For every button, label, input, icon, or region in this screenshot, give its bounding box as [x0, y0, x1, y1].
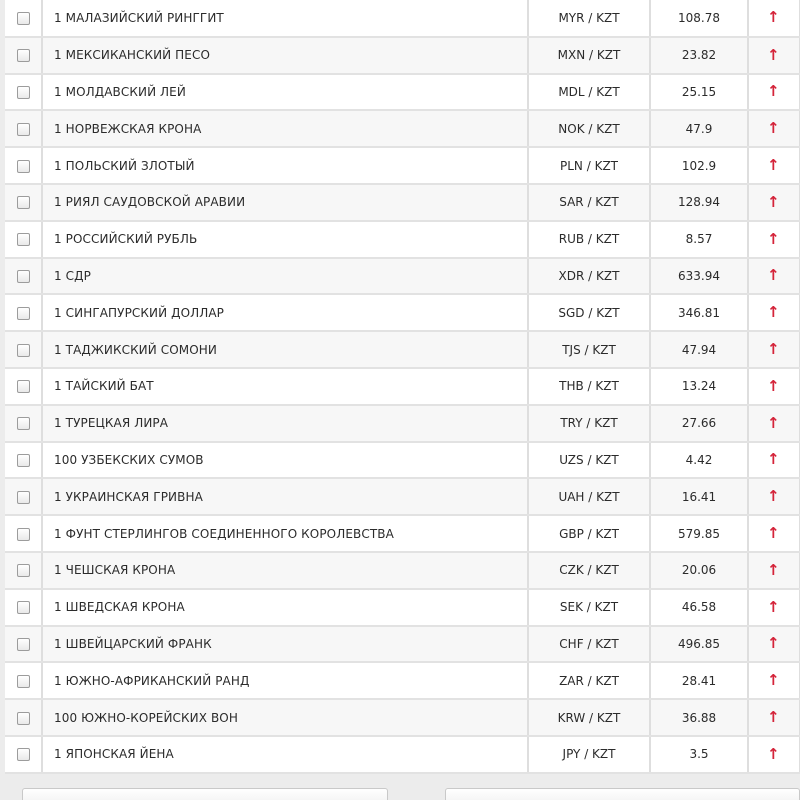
table-row	[5, 184, 800, 221]
table-row	[5, 589, 800, 626]
row-select-cell	[5, 699, 42, 736]
currency-rates-table	[5, 0, 800, 774]
row-select-checkbox[interactable]	[17, 638, 30, 651]
trend-cell	[748, 37, 800, 74]
currency-pair: GBP / KZT	[528, 515, 650, 552]
bottom-left-button[interactable]	[22, 788, 388, 800]
exchange-rate: 102.9	[650, 147, 748, 184]
row-select-checkbox[interactable]	[17, 417, 30, 430]
row-select-cell	[5, 626, 42, 663]
currency-pair: SEK / KZT	[528, 589, 650, 626]
arrow-up-icon: ↑	[767, 156, 780, 175]
trend-cell	[748, 626, 800, 663]
rates-table-body	[5, 0, 800, 773]
currency-pair: CZK / KZT	[528, 552, 650, 589]
currency-name: 1 ШВЕДСКАЯ КРОНА	[42, 589, 528, 626]
exchange-rate: 46.58	[650, 589, 748, 626]
currency-pair: TRY / KZT	[528, 405, 650, 442]
arrow-up-icon: ↑	[767, 744, 780, 763]
row-select-cell	[5, 478, 42, 515]
table-row	[5, 626, 800, 663]
row-select-cell	[5, 515, 42, 552]
row-select-checkbox[interactable]	[17, 564, 30, 577]
arrow-up-icon: ↑	[767, 708, 780, 727]
currency-pair: PLN / KZT	[528, 147, 650, 184]
row-select-checkbox[interactable]	[17, 12, 30, 25]
bottom-right-button[interactable]	[445, 788, 800, 800]
currency-pair: ZAR / KZT	[528, 662, 650, 699]
row-select-checkbox[interactable]	[17, 454, 30, 467]
table-row	[5, 294, 800, 331]
trend-cell	[748, 331, 800, 368]
exchange-rate: 16.41	[650, 478, 748, 515]
exchange-rate: 346.81	[650, 294, 748, 331]
exchange-rate: 13.24	[650, 368, 748, 405]
arrow-up-icon: ↑	[767, 8, 780, 27]
trend-cell	[748, 699, 800, 736]
arrow-up-icon: ↑	[767, 634, 780, 653]
table-row	[5, 0, 800, 37]
row-select-cell	[5, 0, 42, 37]
row-select-cell	[5, 442, 42, 479]
row-select-cell	[5, 589, 42, 626]
exchange-rate: 25.15	[650, 74, 748, 111]
trend-cell	[748, 74, 800, 111]
currency-pair: TJS / KZT	[528, 331, 650, 368]
arrow-up-icon: ↑	[767, 119, 780, 138]
row-select-checkbox[interactable]	[17, 196, 30, 209]
currency-pair: XDR / KZT	[528, 258, 650, 295]
trend-cell	[748, 515, 800, 552]
exchange-rate: 496.85	[650, 626, 748, 663]
row-select-cell	[5, 37, 42, 74]
row-select-cell	[5, 736, 42, 773]
currency-name: 1 ФУНТ СТЕРЛИНГОВ СОЕДИНЕННОГО КОРОЛЕВСТВА	[42, 515, 528, 552]
currency-pair: MYR / KZT	[528, 0, 650, 37]
table-row	[5, 221, 800, 258]
exchange-rate: 20.06	[650, 552, 748, 589]
table-row	[5, 662, 800, 699]
arrow-up-icon: ↑	[767, 303, 780, 322]
currency-pair: KRW / KZT	[528, 699, 650, 736]
row-select-checkbox[interactable]	[17, 307, 30, 320]
table-row	[5, 699, 800, 736]
trend-cell	[748, 405, 800, 442]
row-select-checkbox[interactable]	[17, 528, 30, 541]
exchange-rate: 108.78	[650, 0, 748, 37]
arrow-up-icon: ↑	[767, 376, 780, 395]
currency-name: 100 ЮЖНО-КОРЕЙСКИХ ВОН	[42, 699, 528, 736]
exchange-rate: 36.88	[650, 699, 748, 736]
arrow-up-icon: ↑	[767, 487, 780, 506]
currency-name: 1 ТУРЕЦКАЯ ЛИРА	[42, 405, 528, 442]
currency-pair: SAR / KZT	[528, 184, 650, 221]
currency-name: 1 НОРВЕЖСКАЯ КРОНА	[42, 110, 528, 147]
table-row	[5, 478, 800, 515]
arrow-up-icon: ↑	[767, 413, 780, 432]
currency-name: 1 ПОЛЬСКИЙ ЗЛОТЫЙ	[42, 147, 528, 184]
exchange-rate: 128.94	[650, 184, 748, 221]
trend-cell	[748, 110, 800, 147]
trend-cell	[748, 478, 800, 515]
trend-cell	[748, 368, 800, 405]
currency-name: 1 МАЛАЗИЙСКИЙ РИНГГИТ	[42, 0, 528, 37]
currency-name: 1 МОЛДАВСКИЙ ЛЕЙ	[42, 74, 528, 111]
row-select-cell	[5, 552, 42, 589]
currency-pair: MDL / KZT	[528, 74, 650, 111]
exchange-rate: 579.85	[650, 515, 748, 552]
table-row	[5, 258, 800, 295]
currency-name: 1 ЮЖНО-АФРИКАНСКИЙ РАНД	[42, 662, 528, 699]
currency-name: 1 ТАЙСКИЙ БАТ	[42, 368, 528, 405]
row-select-cell	[5, 110, 42, 147]
row-select-cell	[5, 331, 42, 368]
currency-pair: RUB / KZT	[528, 221, 650, 258]
currency-pair: UZS / KZT	[528, 442, 650, 479]
row-select-checkbox[interactable]	[17, 123, 30, 136]
table-row	[5, 74, 800, 111]
row-select-checkbox[interactable]	[17, 344, 30, 357]
currency-name: 1 ТАДЖИКСКИЙ СОМОНИ	[42, 331, 528, 368]
row-select-checkbox[interactable]	[17, 86, 30, 99]
currency-name: 1 МЕКСИКАНСКИЙ ПЕСО	[42, 37, 528, 74]
row-select-checkbox[interactable]	[17, 601, 30, 614]
exchange-rate: 4.42	[650, 442, 748, 479]
currency-name: 1 РИЯЛ САУДОВСКОЙ АРАВИИ	[42, 184, 528, 221]
row-select-cell	[5, 662, 42, 699]
currency-pair: UAH / KZT	[528, 478, 650, 515]
currency-pair: JPY / KZT	[528, 736, 650, 773]
row-select-cell	[5, 405, 42, 442]
row-select-checkbox[interactable]	[17, 270, 30, 283]
table-row	[5, 147, 800, 184]
row-select-cell	[5, 368, 42, 405]
arrow-up-icon: ↑	[767, 671, 780, 690]
trend-cell	[748, 147, 800, 184]
exchange-rate: 8.57	[650, 221, 748, 258]
arrow-up-icon: ↑	[767, 266, 780, 285]
trend-cell	[748, 589, 800, 626]
trend-cell	[748, 258, 800, 295]
row-select-cell	[5, 221, 42, 258]
currency-name: 1 РОССИЙСКИЙ РУБЛЬ	[42, 221, 528, 258]
exchange-rate: 23.82	[650, 37, 748, 74]
trend-cell	[748, 736, 800, 773]
table-row	[5, 736, 800, 773]
arrow-up-icon: ↑	[767, 192, 780, 211]
exchange-rate: 47.94	[650, 331, 748, 368]
row-select-cell	[5, 258, 42, 295]
table-row	[5, 37, 800, 74]
arrow-up-icon: ↑	[767, 45, 780, 64]
row-select-checkbox[interactable]	[17, 380, 30, 393]
table-row	[5, 405, 800, 442]
row-select-cell	[5, 294, 42, 331]
row-select-cell	[5, 74, 42, 111]
exchange-rate: 3.5	[650, 736, 748, 773]
table-row	[5, 110, 800, 147]
trend-cell	[748, 0, 800, 37]
currency-name: 1 СДР	[42, 258, 528, 295]
row-select-checkbox[interactable]	[17, 491, 30, 504]
trend-cell	[748, 662, 800, 699]
exchange-rate: 27.66	[650, 405, 748, 442]
arrow-up-icon: ↑	[767, 524, 780, 543]
arrow-up-icon: ↑	[767, 560, 780, 579]
table-row	[5, 368, 800, 405]
table-row	[5, 442, 800, 479]
trend-cell	[748, 184, 800, 221]
row-select-checkbox[interactable]	[17, 160, 30, 173]
trend-cell	[748, 294, 800, 331]
arrow-up-icon: ↑	[767, 82, 780, 101]
currency-name: 1 ЧЕШСКАЯ КРОНА	[42, 552, 528, 589]
currency-name: 1 ЯПОНСКАЯ ЙЕНА	[42, 736, 528, 773]
currency-pair: THB / KZT	[528, 368, 650, 405]
currency-name: 100 УЗБЕКСКИХ СУМОВ	[42, 442, 528, 479]
table-row	[5, 515, 800, 552]
row-select-cell	[5, 147, 42, 184]
row-select-checkbox[interactable]	[17, 675, 30, 688]
arrow-up-icon: ↑	[767, 229, 780, 248]
currency-pair: SGD / KZT	[528, 294, 650, 331]
arrow-up-icon: ↑	[767, 340, 780, 359]
exchange-rate: 47.9	[650, 110, 748, 147]
currency-name: 1 СИНГАПУРСКИЙ ДОЛЛАР	[42, 294, 528, 331]
currency-name: 1 ШВЕЙЦАРСКИЙ ФРАНК	[42, 626, 528, 663]
row-select-checkbox[interactable]	[17, 233, 30, 246]
row-select-cell	[5, 184, 42, 221]
currency-pair: NOK / KZT	[528, 110, 650, 147]
trend-cell	[748, 221, 800, 258]
row-select-checkbox[interactable]	[17, 748, 30, 761]
currency-pair: MXN / KZT	[528, 37, 650, 74]
table-row	[5, 552, 800, 589]
trend-cell	[748, 442, 800, 479]
table-row	[5, 331, 800, 368]
currency-pair: CHF / KZT	[528, 626, 650, 663]
currency-name: 1 УКРАИНСКАЯ ГРИВНА	[42, 478, 528, 515]
exchange-rate: 633.94	[650, 258, 748, 295]
trend-cell	[748, 552, 800, 589]
exchange-rate: 28.41	[650, 662, 748, 699]
row-select-checkbox[interactable]	[17, 49, 30, 62]
row-select-checkbox[interactable]	[17, 712, 30, 725]
arrow-up-icon: ↑	[767, 450, 780, 469]
arrow-up-icon: ↑	[767, 597, 780, 616]
